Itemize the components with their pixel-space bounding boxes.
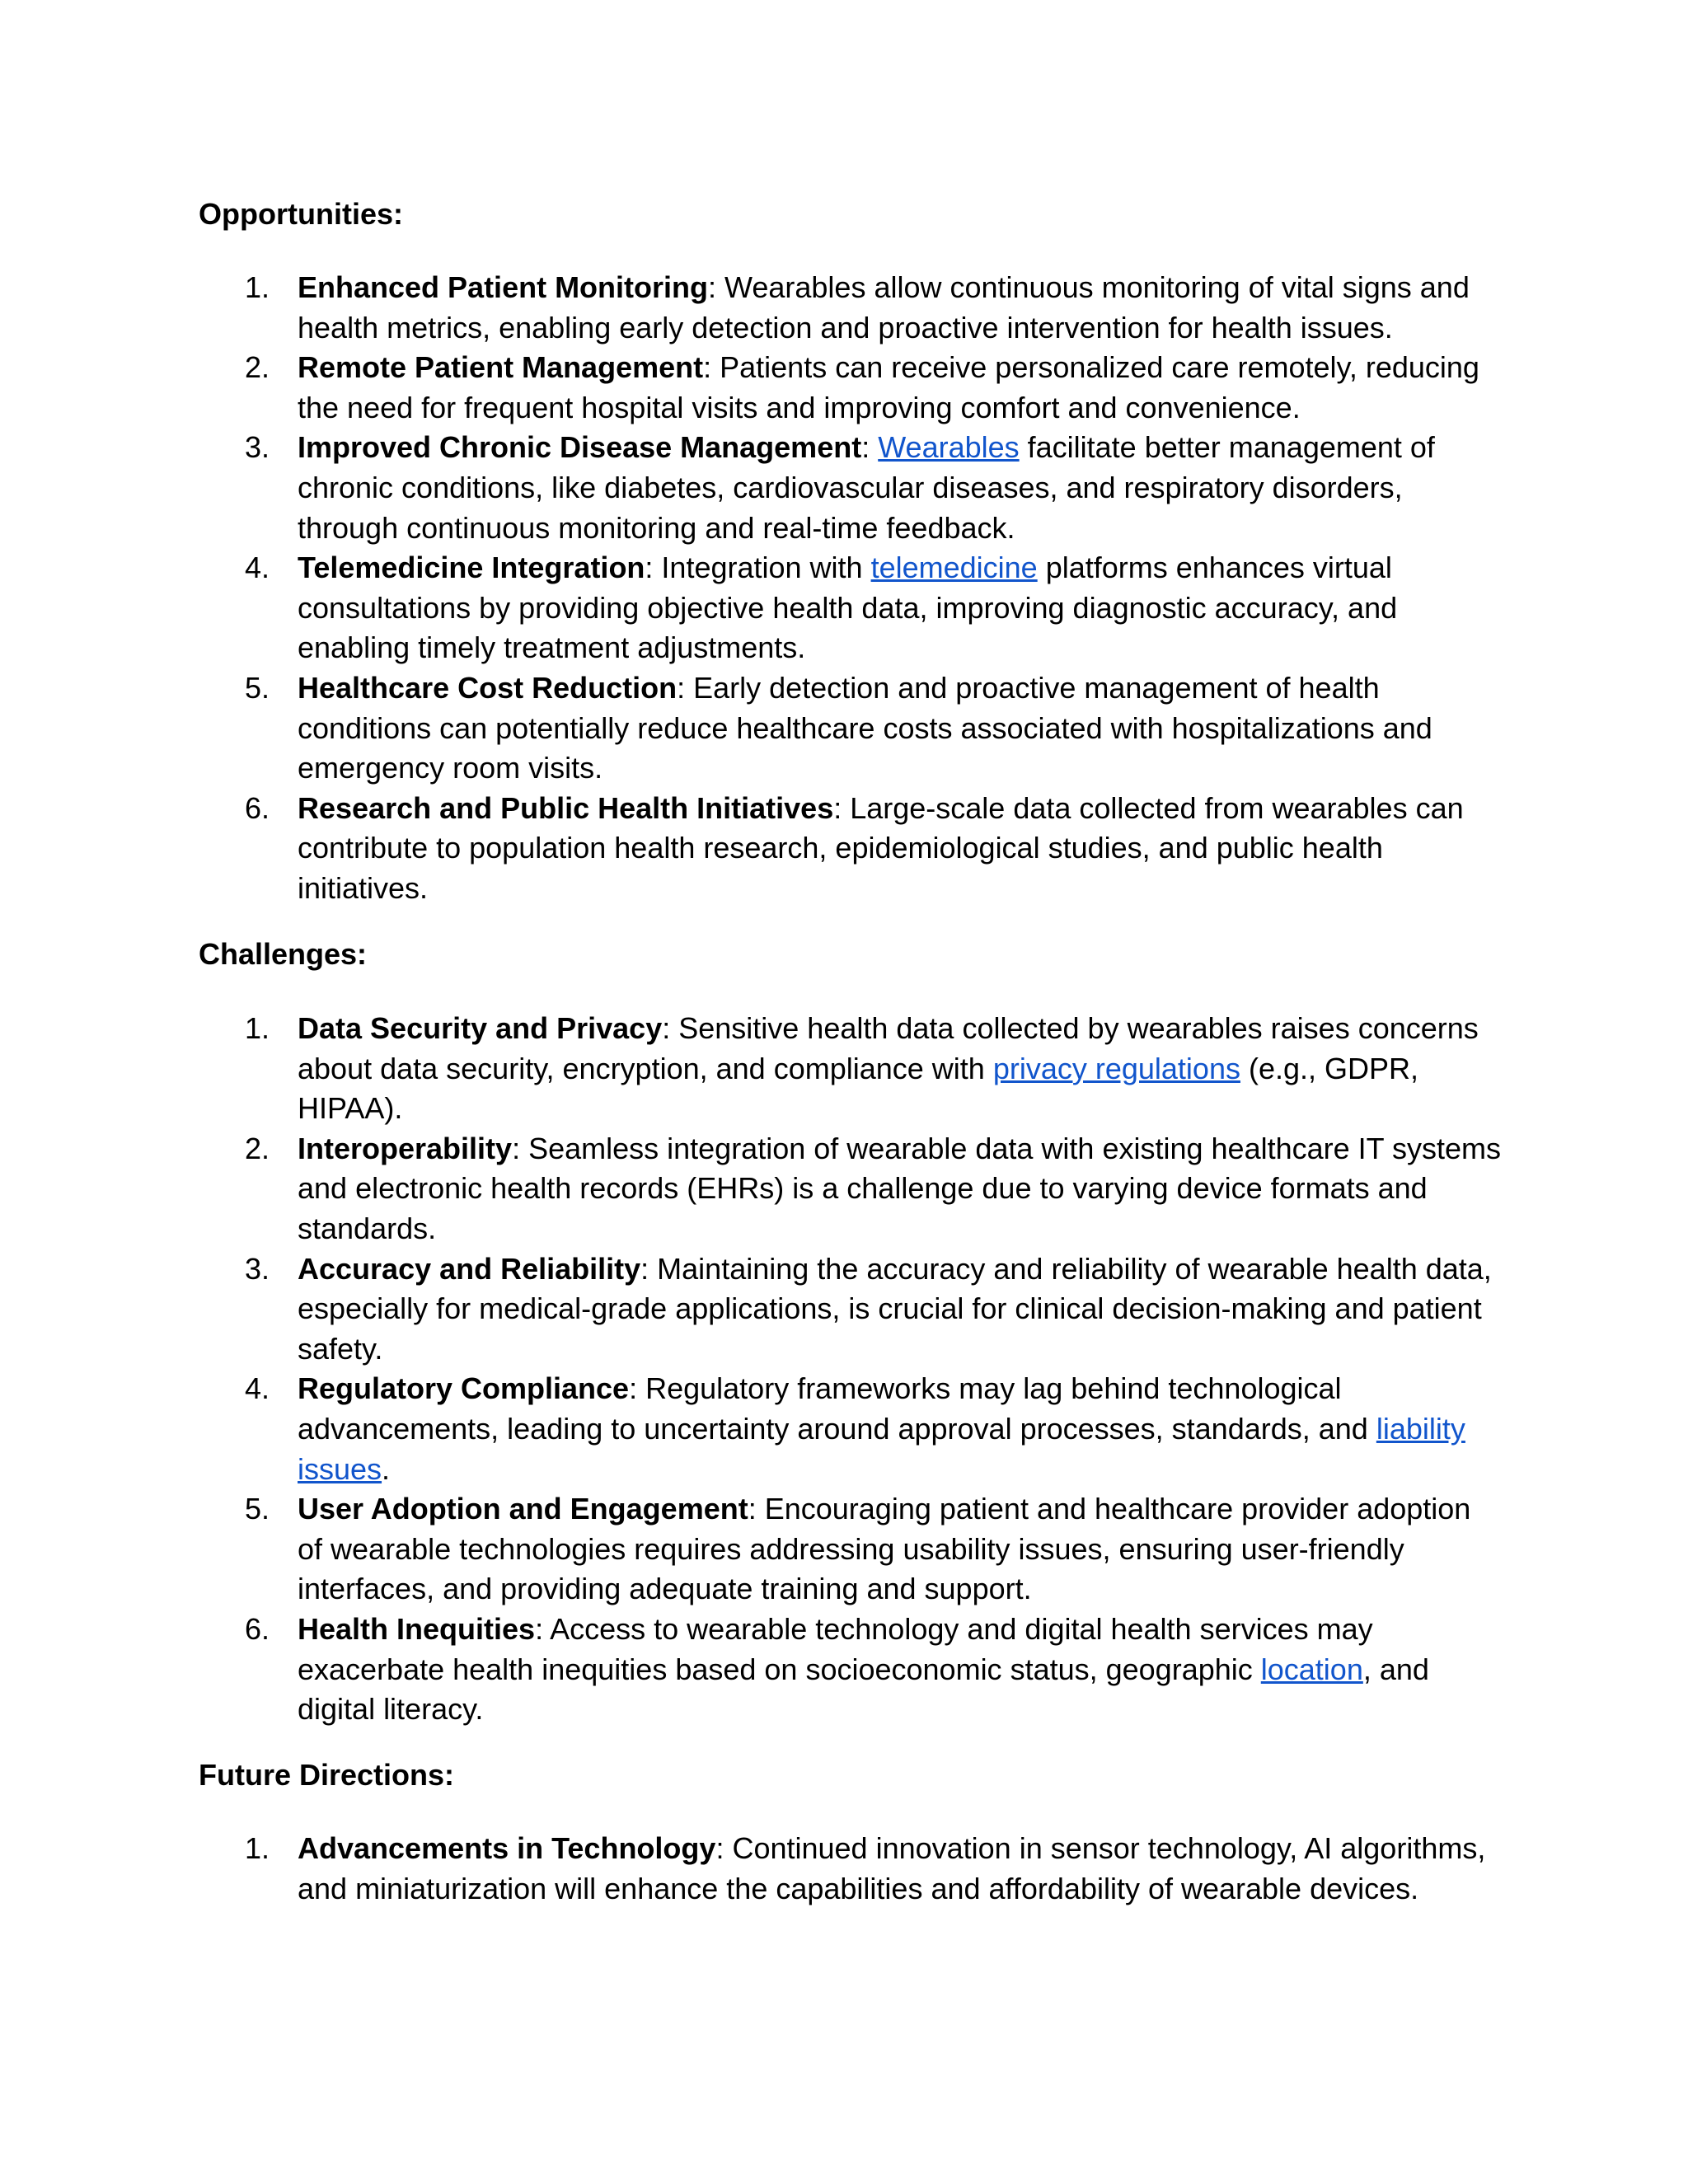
list-item bbox=[199, 789, 1501, 909]
item-number: 5. bbox=[245, 670, 270, 705]
item-number: 1. bbox=[245, 270, 270, 304]
item-text: : Regulatory frameworks may lag behind technological advancements, leading to uncertainty around approval processes, standards, and bbox=[298, 1371, 1376, 1446]
item-term: Regulatory Compliance bbox=[298, 1371, 630, 1406]
location-link[interactable]: location bbox=[1260, 1652, 1363, 1686]
item-text: platforms enhances virtual consultations by providing objective health data, improving diagnostic accuracy, and enabling timely treatment adjustments. bbox=[298, 551, 1398, 665]
item-number: 1. bbox=[245, 1011, 270, 1045]
list-item bbox=[199, 1249, 1501, 1370]
item-number: 6. bbox=[245, 790, 270, 825]
list-item bbox=[199, 1610, 1501, 1730]
item-text: : Integration with bbox=[645, 551, 871, 585]
item-text: : Maintaining the accuracy and reliability of wearable health data, especially for medical-grade applications, is crucial for clinical decision-making and patient safety. bbox=[298, 1251, 1492, 1366]
item-term: Remote Patient Management bbox=[298, 350, 704, 385]
item-term: Research and Public Health Initiatives bbox=[298, 790, 834, 825]
challenges-list bbox=[199, 1009, 1501, 1730]
list-item bbox=[199, 1829, 1501, 1909]
item-term: Data Security and Privacy bbox=[298, 1011, 663, 1045]
item-text: . bbox=[382, 1451, 391, 1486]
item-term: Advancements in Technology bbox=[298, 1831, 716, 1865]
list-item bbox=[199, 1009, 1501, 1129]
challenges-heading: Challenges: bbox=[199, 937, 368, 971]
item-number: 4. bbox=[245, 551, 270, 585]
item-term: Enhanced Patient Monitoring bbox=[298, 270, 709, 304]
future-directions-heading: Future Directions: bbox=[199, 1758, 455, 1792]
item-number: 2. bbox=[245, 350, 270, 385]
wearables-link[interactable]: Wearables bbox=[878, 430, 1020, 465]
item-number: 3. bbox=[245, 430, 270, 465]
telemedicine-link[interactable]: telemedicine bbox=[870, 551, 1038, 585]
item-text: : Continued innovation in sensor technology, AI algorithms, and miniaturization will enhance the capabilities and affordability of wearable devices. bbox=[298, 1831, 1486, 1905]
item-term: Accuracy and Reliability bbox=[298, 1251, 641, 1286]
item-term: Telemedicine Integration bbox=[298, 551, 645, 585]
item-text: : Seamless integration of wearable data with existing healthcare IT systems and electronic health records (EHRs) is a challenge due to varying device formats and standards. bbox=[298, 1131, 1501, 1245]
list-item bbox=[199, 1129, 1501, 1249]
item-number: 5. bbox=[245, 1492, 270, 1526]
opportunities-heading: Opportunities: bbox=[199, 197, 403, 231]
privacy-regulations-link[interactable]: privacy regulations bbox=[992, 1051, 1240, 1085]
item-text: : Encouraging patient and healthcare provider adoption of wearable technologies requires addressing usability issues, ensuring user-friendly interfaces, and providing adequate training and support. bbox=[298, 1492, 1471, 1606]
item-number: 2. bbox=[245, 1131, 270, 1165]
item-text: : bbox=[861, 430, 879, 465]
item-term: Health Inequities bbox=[298, 1611, 536, 1646]
item-text: : Patients can receive personalized care remotely, reducing the need for frequent hospital visits and improving comfort and convenience. bbox=[298, 350, 1479, 424]
item-text: : Sensitive health data collected by wearables raises concerns about data security, encryption, and compliance with bbox=[298, 1011, 1479, 1085]
future-directions-list bbox=[199, 1829, 1501, 1909]
item-term: User Adoption and Engagement bbox=[298, 1492, 748, 1526]
item-number: 1. bbox=[245, 1831, 270, 1865]
item-term: Interoperability bbox=[298, 1131, 513, 1165]
list-item bbox=[199, 668, 1501, 789]
list-item bbox=[199, 268, 1501, 348]
item-text: , and digital literacy. bbox=[298, 1652, 1429, 1727]
item-text: (e.g., GDPR, HIPAA). bbox=[298, 1051, 1419, 1126]
list-item bbox=[199, 348, 1501, 428]
opportunities-list bbox=[199, 268, 1501, 909]
list-item bbox=[199, 428, 1501, 548]
item-text: facilitate better management of chronic conditions, like diabetes, cardiovascular diseases, and respiratory disorders, through continuous monitoring and real-time feedback. bbox=[298, 430, 1435, 545]
item-number: 6. bbox=[245, 1611, 270, 1646]
list-item bbox=[199, 1489, 1501, 1610]
item-term: Improved Chronic Disease Management bbox=[298, 430, 862, 465]
list-item bbox=[199, 548, 1501, 668]
list-item bbox=[199, 1369, 1501, 1489]
item-term: Healthcare Cost Reduction bbox=[298, 670, 678, 705]
item-number: 4. bbox=[245, 1371, 270, 1406]
item-text: : Early detection and proactive management of health conditions can potentially reduce healthcare costs associated with hospitalizations and emergency room visits. bbox=[298, 670, 1432, 785]
item-text: : Wearables allow continuous monitoring of vital signs and health metrics, enabling early detection and proactive intervention for health issues. bbox=[298, 270, 1470, 344]
item-text: : Large-scale data collected from wearables can contribute to population health research, epidemiological studies, and public health initiatives. bbox=[298, 790, 1464, 905]
liability-issues-link[interactable]: liability issues bbox=[298, 1411, 1465, 1486]
item-text: : Access to wearable technology and digital health services may exacerbate health inequities based on socioeconomic status, geographic bbox=[298, 1611, 1373, 1686]
item-number: 3. bbox=[245, 1251, 270, 1286]
